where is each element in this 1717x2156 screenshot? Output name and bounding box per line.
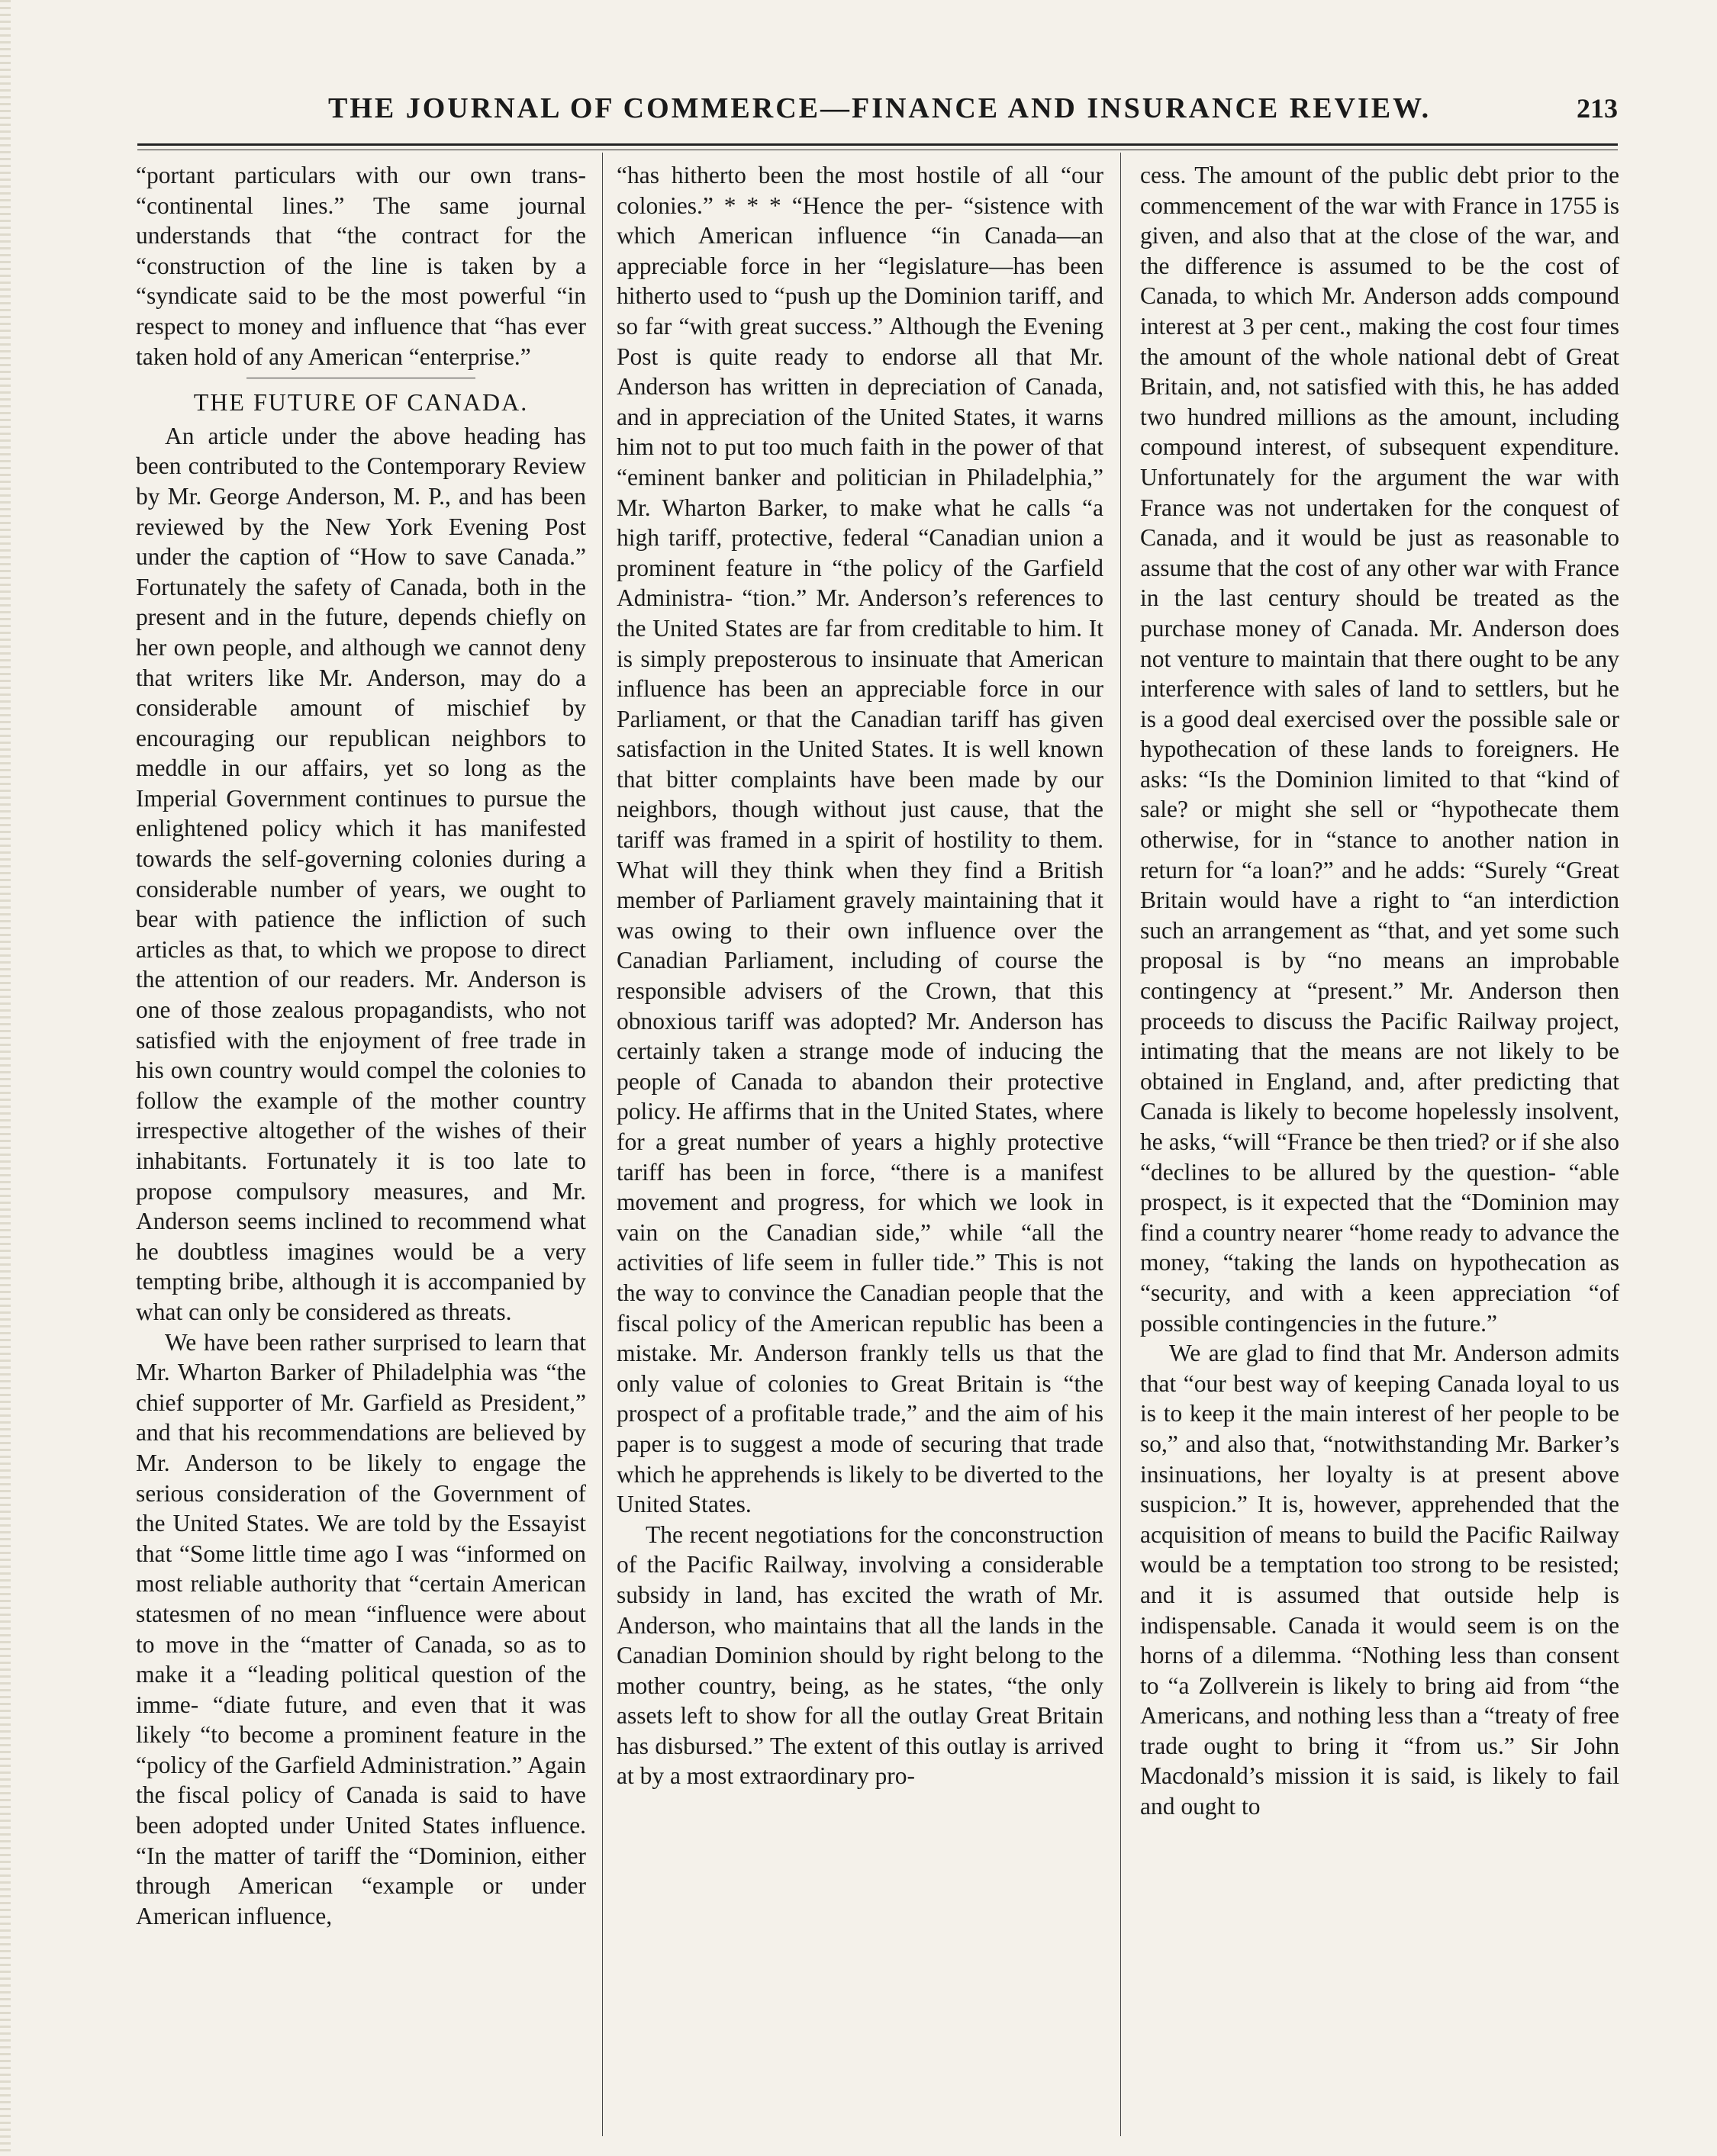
column-2 bbox=[617, 160, 1103, 2113]
running-header bbox=[137, 92, 1618, 137]
column-divider bbox=[1120, 153, 1121, 2136]
article-paragraph: “has hitherto been the most hostile of all “our colonies.” * * * “Hence the per- “sistence with which American influence “in Canada—an appreciable force in her “legislature—has been hitherto used to “push up the Dominion tariff, and so far “with great success.” Although the Evening Post is quite ready to endorse all that Mr. Anderson has written in depreciation of Canada, and in appreciation of the United States, it warns him not to put too much faith in the power of that “eminent banker and politician in Philadelphia,” Mr. Wharton Barker, to make what he calls “a high tariff, protective, federal “Canadian union a prominent feature in “the policy of the Garfield Administra- “tion.” Mr. Anderson’s references to the United States are far from creditable to him. It is simply preposterous to insinuate that American influence has been an appreciable force in our Parliament, or that the Canadian tariff has given satisfaction in the United States. It is well known that bitter complaints have been made by our neighbors, though without just cause, that the tariff was framed in a spirit of hostility to them. What will they think when they find a British member of Parliament gravely maintaining that it was owing to their own influence over the Canadian Parliament, including of course the responsible advisers of the Crown, that this obnoxious tariff was adopted? Mr. Anderson has certainly taken a strange mode of inducing the people of Canada to abandon their protective policy. He affirms that in the United States, where for a great number of years a highly protective tariff has been in force, “there is a manifest movement and progress, for which we look in vain on the Canadian side,” while “all the activities of life seem in fuller tide.” This is not the way to convince the Canadian people that the fiscal policy of the American republic has been a mistake. Mr. Anderson frankly tells us that the only value of colonies to Great Britain is “the prospect of a profitable trade,” and the aim of his paper is to suggest a mode of securing that trade which he apprehends is likely to be diverted to the United States. bbox=[617, 162, 1103, 1518]
column-divider bbox=[602, 153, 603, 2136]
journal-title: THE JOURNAL OF COMMERCE—FINANCE AND INSURANCE REVIEW. bbox=[328, 92, 1432, 124]
scan-edge bbox=[0, 0, 11, 2156]
article-paragraph: An article under the above heading has been contributed to the Contemporary Review by Mr. George Anderson, M. P., and has been reviewed by the New York Evening Post under the caption of “How to save Canada.” Fortunately the safety of Canada, both in the present and in the future, depends chiefly on her own people, and although we cannot deny that writers like Mr. Anderson, may do a considerable amount of mischief by encouraging our republican neighbors to meddle in our affairs, yet so long as the Imperial Government continues to pursue the enlightened policy which it has manifested towards the self-governing colonies during a considerable number of years, we ought to bear with patience the infliction of such articles as that, to which we propose to direct the attention of our readers. Mr. Anderson is one of those zealous propagandists, who not satisfied with the enjoyment of free trade in his own country would compel the colonies to follow the example of the mother country irrespective altogether of the wishes of their inhabitants. Fortunately it is too late to propose compulsory measures, and Mr. Anderson seems inclined to recommend what he doubtless imagines would be a very tempting bribe, although it is accompanied by what can only be considered as threats. bbox=[136, 422, 586, 1325]
article-paragraph: We have been rather surprised to learn that Mr. Wharton Barker of Philadelphia was “the chief supporter of Mr. Garfield as President,” and that his recommendations are believed by Mr. Anderson to be likely to engage the serious consideration of the Government of the United States. We are told by the Essayist that “Some little time ago I was “informed on most reliable authority that “certain American statesmen of no mean “influence were about to move in the “matter of Canada, so as to make it a “leading political question of the imme- “diate future, and even that it was likely “to become a prominent feature in the “policy of the Garfield Administration.” Again the fiscal policy of Canada is said to have been adopted under United States influence. “In the matter of tariff the “Dominion, either through American “example or under American influence, bbox=[136, 1328, 586, 1929]
column-1 bbox=[136, 160, 586, 2113]
article-paragraph: “portant particulars with our own trans- “continental lines.” The same journal understands that “the contract for the “construction of the line is taken by a “syndicate said to be the most powerful “in respect to money and influence that “has ever taken hold of any American “enterprise.” bbox=[136, 162, 586, 370]
page-number: 213 bbox=[1577, 93, 1618, 124]
article-heading: THE FUTURE OF CANADA. bbox=[193, 388, 529, 417]
column-3 bbox=[1140, 160, 1619, 2113]
header-rule bbox=[137, 143, 1618, 146]
article-paragraph: cess. The amount of the public debt prior to the commencement of the war with France in 1755 is given, and also that at the close of the war, and the difference is assumed to be the cost of Canada, to which Mr. Anderson adds compound interest at 3 per cent., making the cost four times the amount of the whole national debt of Great Britain, and, not satisfied with this, he has added two hundred millions as the amount, including compound interest, of subsequent expenditure. Unfortunately for the argument the war with France was not undertaken for the conquest of Canada, and it would be just as reasonable to assume that the cost of any other war with France in the last century should be treated as the purchase money of Canada. Mr. Anderson does not venture to maintain that there ought to be any interference with sales of land to settlers, but he is a good deal exercised over the possible sale or hypothecation of these lands to foreigners. He asks: “Is the Dominion limited to that “kind of sale? or might she sell or “hypothecate them otherwise, for in “stance to another nation in return for “a loan?” and he adds: “Surely “Great Britain would have a right to “an interdiction such an arrangement as “that, and yet some such proposal is by “no means an improbable contingency at “present.” Mr. Anderson then proceeds to discuss the Pacific Railway project, intimating that the means are not likely to be obtained in England, and, after predicting that Canada is likely to become hopelessly insolvent, he asks, “will “France be then tried? or if she also “declines to be allured by the question- “able prospect, is it expected that the “Dominion may find a country nearer “home ready to advance the money, “taking the lands on hypothecation as “security, and with a keen appreciation “of possible contingencies in the future.” bbox=[1140, 162, 1619, 1337]
article-paragraph: The recent negotiations for the conconstruction of the Pacific Railway, involving a considerable subsidy in land, has excited the wrath of Mr. Anderson, who maintains that all the lands in the Canadian Dominion should by right belong to the mother country, being, as he states, “the only assets left to show for all the outlay Great Britain has disbursed.” The extent of this outlay is arrived at by a most extraordinary pro- bbox=[617, 1520, 1103, 1790]
article-paragraph: We are glad to find that Mr. Anderson admits that “our best way of keeping Canada loyal to us is to keep it the main interest of her people to be so,” and also that, “notwithstanding Mr. Barker’s insinuations, her loyalty is at present above suspicion.” It is, however, apprehended that the acquisition of means to build the Pacific Railway would be a temptation too strong to be resisted; and it is assumed that outside help is indispensable. Canada it would seem is on the horns of a dilemma. “Nothing less than consent to “a Zollverein is likely to bring aid from “the Americans, and nothing less than a “treaty of free trade ought to bring it “from us.” Sir John Macdonald’s mission it is said, is likely to fail and ought to bbox=[1140, 1340, 1619, 1820]
